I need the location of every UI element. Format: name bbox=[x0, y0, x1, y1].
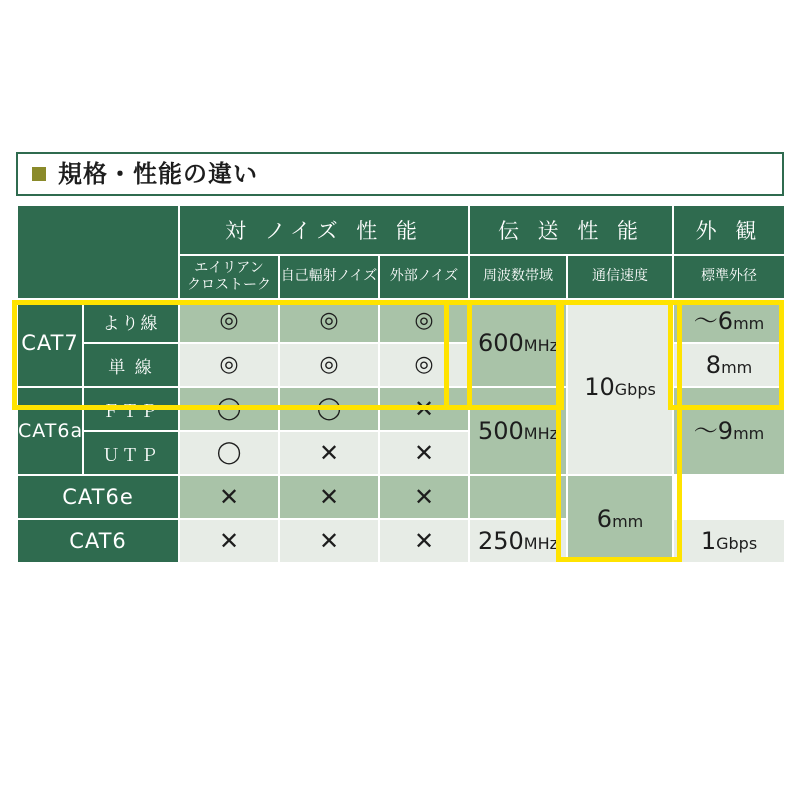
sub-header-frequency: 周波数帯域 bbox=[469, 255, 567, 299]
row-sublabel-utp: ＵＴＰ bbox=[83, 431, 179, 475]
cell-cat6-frequency bbox=[469, 519, 567, 563]
cell-cat7-solid-diameter bbox=[673, 343, 785, 387]
cell-cat6e-self: ✕ bbox=[279, 475, 379, 519]
cell-cat6a-diameter bbox=[673, 387, 785, 475]
cat6-frequency-unit: MHz bbox=[523, 534, 559, 553]
cat6a-frequency-value: 500 bbox=[477, 417, 524, 445]
cat6e-diameter-unit: mm bbox=[612, 512, 644, 531]
sub-header-alien-crosstalk-line1: エイリアン bbox=[194, 259, 264, 276]
row-sublabel-solid: 単 線 bbox=[83, 343, 179, 387]
sub-header-alien-crosstalk bbox=[179, 255, 279, 299]
square-bullet-icon bbox=[32, 167, 46, 181]
cell-cat7-stranded-alien: ◎ bbox=[179, 299, 279, 343]
row-sublabel-stranded: より線 bbox=[83, 299, 179, 343]
cell-cat6a-utp-self: ✕ bbox=[279, 431, 379, 475]
table-group-header-row bbox=[17, 205, 785, 255]
sub-header-self-noise: 自己輻射ノイズ bbox=[279, 255, 379, 299]
cell-cat7-stranded-diameter bbox=[673, 299, 785, 343]
cell-cat6e-external: ✕ bbox=[379, 475, 469, 519]
cell-cat6a-utp-alien: ◯ bbox=[179, 431, 279, 475]
cell-speed-10gbps bbox=[567, 299, 673, 475]
cat7-frequency-value: 600 bbox=[477, 329, 524, 357]
cell-cat7-solid-external: ◎ bbox=[379, 343, 469, 387]
table-row bbox=[17, 299, 785, 343]
cat7-solid-diameter-value: 8 bbox=[705, 351, 722, 379]
cell-cat6a-ftp-external: ✕ bbox=[379, 387, 469, 431]
cell-cat7-stranded-external: ◎ bbox=[379, 299, 469, 343]
section-title-bar bbox=[16, 152, 784, 196]
row-label-cat6: CAT6 bbox=[17, 519, 179, 563]
cell-cat6a-ftp-self: ◯ bbox=[279, 387, 379, 431]
cell-cat6e-alien: ✕ bbox=[179, 475, 279, 519]
row-label-cat7: CAT7 bbox=[17, 299, 83, 387]
cell-cat6-self: ✕ bbox=[279, 519, 379, 563]
cell-cat7-stranded-self: ◎ bbox=[279, 299, 379, 343]
group-header-transmission: 伝 送 性 能 bbox=[469, 205, 673, 255]
page-title: 規格・性能の違い bbox=[58, 160, 258, 188]
cat7-stranded-diameter-unit: mm bbox=[733, 314, 765, 333]
table-corner-cell bbox=[17, 205, 179, 299]
cell-cat6-alien: ✕ bbox=[179, 519, 279, 563]
cell-cat6a-utp-external: ✕ bbox=[379, 431, 469, 475]
cat6-speed-unit: Gbps bbox=[716, 534, 758, 553]
speed-10gbps-value: 10 bbox=[584, 373, 615, 401]
cell-cat7-solid-alien: ◎ bbox=[179, 343, 279, 387]
sub-header-diameter: 標準外径 bbox=[673, 255, 785, 299]
sub-header-speed: 通信速度 bbox=[567, 255, 673, 299]
cell-cat7-solid-self: ◎ bbox=[279, 343, 379, 387]
group-header-appearance: 外 観 bbox=[673, 205, 785, 255]
cat6-speed-value: 1 bbox=[700, 527, 717, 555]
cat6a-frequency-unit: MHz bbox=[523, 424, 559, 443]
row-label-cat6a: CAT6a bbox=[17, 387, 83, 475]
cat6e-diameter-value: 6 bbox=[596, 505, 613, 533]
cat6a-diameter-value: 〜9 bbox=[693, 417, 734, 445]
spec-table-wrap bbox=[16, 204, 784, 564]
cat7-stranded-diameter-value: 〜6 bbox=[693, 307, 734, 335]
cell-cat6a-frequency bbox=[469, 387, 567, 475]
table-row bbox=[17, 475, 785, 519]
speed-10gbps-unit: Gbps bbox=[614, 380, 656, 399]
cell-cat6e-diameter bbox=[567, 475, 673, 563]
group-header-noise: 対 ノイズ 性 能 bbox=[179, 205, 469, 255]
cell-cat6e-frequency bbox=[469, 475, 567, 519]
cell-cat6-external: ✕ bbox=[379, 519, 469, 563]
cell-cat6a-ftp-alien: ◯ bbox=[179, 387, 279, 431]
cat7-solid-diameter-unit: mm bbox=[721, 358, 753, 377]
cell-cat6-speed bbox=[673, 519, 785, 563]
cat7-frequency-unit: MHz bbox=[523, 336, 559, 355]
spec-table bbox=[16, 204, 786, 564]
sub-header-external-noise: 外部ノイズ bbox=[379, 255, 469, 299]
cat6a-diameter-unit: mm bbox=[733, 424, 765, 443]
sub-header-alien-crosstalk-line2: クロストーク bbox=[187, 277, 271, 293]
cell-cat7-frequency bbox=[469, 299, 567, 387]
row-label-cat6e: CAT6e bbox=[17, 475, 179, 519]
cat6-frequency-value: 250 bbox=[477, 527, 524, 555]
row-sublabel-ftp: ＦＴＰ bbox=[83, 387, 179, 431]
